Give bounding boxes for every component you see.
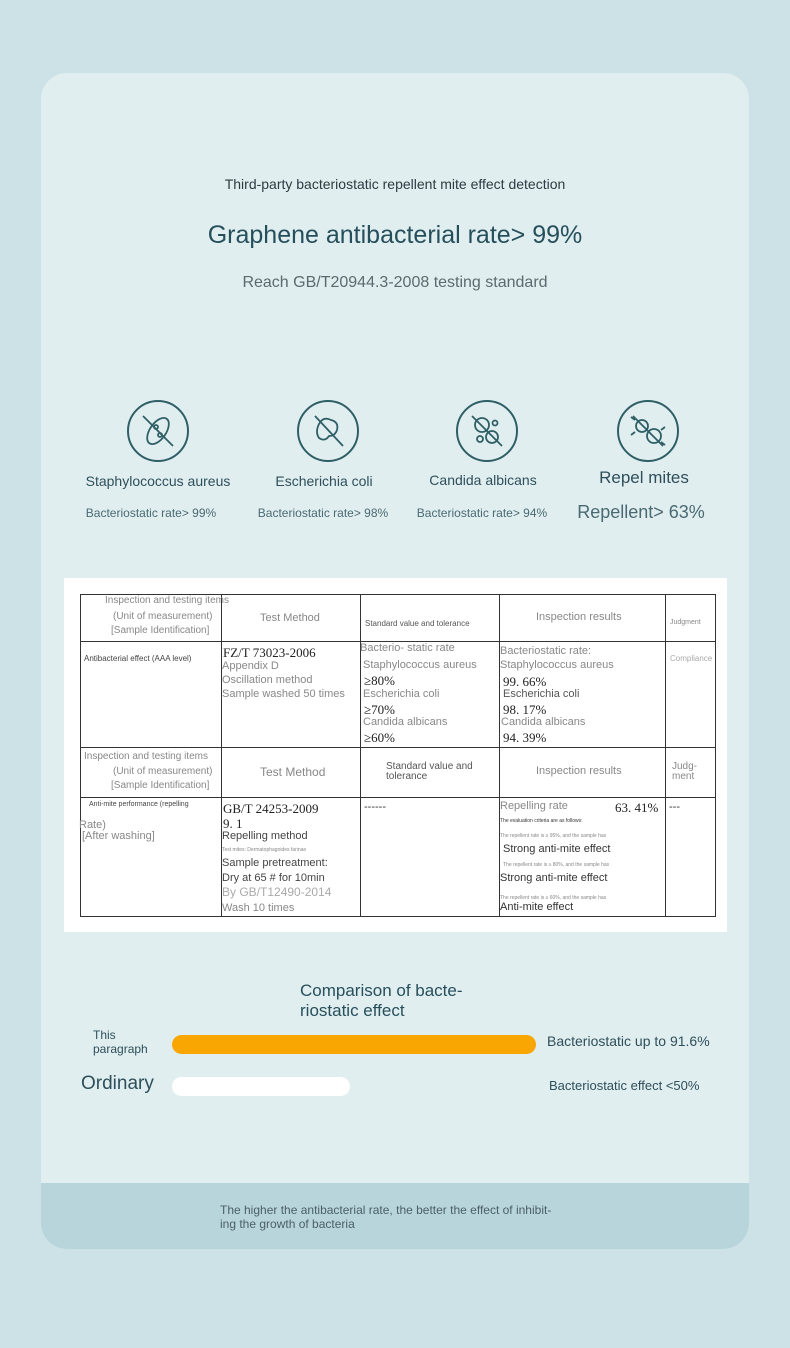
judge-value: Compliance [670,654,713,663]
method-name: Repelling method [222,830,308,842]
feature-name: Candida albicans [429,472,537,488]
res-ca: Candida albicans [501,716,586,728]
res-ec: Escherichia coli [503,688,580,700]
standard-text: Reach GB/T20944.3-2008 testing standard [242,274,548,291]
bar-text-ordinary: Bacteriostatic effect <50% [549,1078,700,1093]
bar-this-paragraph [172,1035,536,1054]
feature-value: Bacteriostatic rate> 98% [257,506,389,520]
header-item: Inspection and testing items [105,595,229,606]
feature-name: Escherichia coli [275,473,373,489]
header-result: Inspection results [536,765,622,777]
fungi-crossed-icon [456,400,518,462]
judge-dash: --- [669,801,680,813]
footer-text: The higher the antibacterial rate, the better the effect of inhibit- ing the growth of bacteria [220,1203,552,1231]
std-ec: Escherichia coli [363,688,440,700]
feature-candida [456,400,518,462]
method-appendix: Appendix D [222,660,279,672]
res-head: Repelling rate [500,800,568,812]
feature-value: Repellent> 63% [577,502,705,522]
header-judge: Judg- ment [672,761,698,782]
header-method: Test Method [260,612,320,624]
feature-name: Repel mites [599,468,689,487]
header-judge: Judgment [670,619,701,626]
std-ec-value: ≥70% [364,702,395,717]
page-title: Graphene antibacterial rate> 99% [207,221,583,249]
header-method: Test Method [260,765,326,779]
bar-text-this: Bacteriostatic up to 91.6% [547,1033,710,1049]
method-mites: Test mites: Dermatophagoides farinae [222,847,307,853]
method-wash: Wash 10 times [222,902,295,914]
std-head: Bacterio- static rate [360,642,455,654]
std-ca: Candida albicans [363,716,448,728]
row-label-this: This paragraph [93,1028,148,1056]
mite-crossed-icon [617,400,679,462]
method-name: Oscillation method [222,674,313,686]
std-dash: ------ [364,801,386,813]
item-antimite: Anti-mite performance (repelling [89,801,189,808]
header-item: Inspection and testing items [84,751,208,762]
method-sample: Sample washed 50 times [222,688,345,700]
header-sample: [Sample Identification] [111,780,210,791]
bacteria-crossed-icon [127,400,189,462]
res-c1-label: Strong anti-mite effect [503,843,611,855]
res-c2-label: Strong anti-mite effect [500,872,608,884]
feature-ecoli [297,400,359,462]
header-unit: (Unit of measurement) [113,766,213,777]
report-table-1 [80,594,716,748]
item-antibacterial: Antibacterial effect (AAA level) [84,654,192,663]
res-c2: The repellent rate is ≥ 80%, and the sample has [503,862,610,868]
page-subtitle: Third-party bacteriostatic repellent mite effect detection [224,176,566,192]
method-section: 9. 1 [223,816,243,831]
feature-value: Bacteriostatic rate> 99% [85,506,217,520]
bar-ordinary [172,1077,350,1096]
res-ec-value: 98. 17% [503,702,547,717]
ecoli-crossed-icon [297,400,359,462]
comparison-title: Comparison of bacte- riostatic effect [300,981,463,1020]
res-c3: The repellent rate is ≥ 60%, and the sample has [500,895,607,901]
header-unit: (Unit of measurement) [113,611,213,622]
feature-mites [617,400,679,462]
res-ca-value: 94. 39% [503,730,547,745]
std-sa: Staphylococcus aureus [363,659,477,671]
feature-name: Staphylococcus aureus [85,473,231,489]
item-rate: Rate) [79,819,106,831]
header-result: Inspection results [536,611,622,623]
method-pretreatment: Sample pretreatment: [222,857,328,869]
std-ca-value: ≥60% [364,730,395,745]
res-sa: Staphylococcus aureus [500,659,614,671]
res-c3-label: Anti-mite effect [500,901,574,913]
test-report [64,578,727,932]
std-sa-value: ≥80% [364,673,395,688]
header-standard: Standard value and tolerance [386,761,473,782]
res-c1: The repellent rate is ≥ 95%, and the sample has [500,833,607,839]
header-sample: [Sample Identification] [111,625,210,636]
res-criteria: The evaluation criteria are as follows: [500,818,583,824]
res-value: 63. 41% [615,800,659,815]
feature-staphylococcus [127,400,189,462]
feature-value: Bacteriostatic rate> 94% [416,506,548,520]
content-card [41,73,749,1249]
method-code: FZ/T 73023-2006 [223,645,316,660]
header-standard: Standard value and tolerance [365,619,470,628]
report-table-2 [80,747,716,917]
footer-band [41,1183,749,1249]
method-dry: Dry at 65 # for 10min [222,872,325,884]
res-sa-value: 99. 66% [503,674,547,689]
method-code: GB/T 24253-2009 [223,801,319,816]
item-after: [After washing] [82,830,155,842]
res-head: Bacteriostatic rate: [500,645,592,657]
row-label-ordinary: Ordinary [81,1073,154,1094]
method-by: By GB/T12490-2014 [222,885,332,899]
